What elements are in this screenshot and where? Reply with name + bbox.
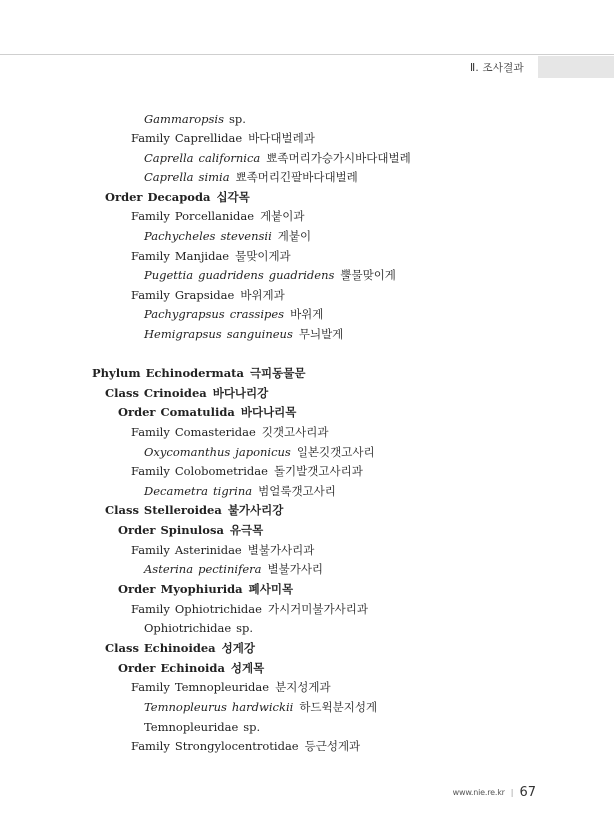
taxon-name: Decapoda	[147, 190, 211, 204]
taxon-name: Porcellanidae	[174, 209, 255, 223]
korean-name: 물맞이게과	[235, 249, 291, 263]
scientific-name-part: Hemigrapsus	[144, 327, 222, 341]
taxon-name: Echinoidea	[143, 641, 216, 655]
scientific-name-part: Temnopleurus	[144, 700, 227, 714]
taxon-family-line	[131, 739, 360, 753]
taxon-name: sp.	[243, 720, 261, 734]
korean-name: 바다나리강	[212, 386, 269, 400]
rank-label: Family	[131, 680, 170, 694]
rank-label: Phylum	[92, 366, 141, 380]
page-footer	[453, 780, 536, 800]
korean-name: 일본깃갯고사리	[296, 445, 375, 459]
taxon-name: Stelleroidea	[143, 503, 222, 517]
taxon-name: Temnopleuridae	[174, 680, 270, 694]
korean-name: 극피동물문	[249, 366, 306, 380]
taxon-name: Colobometridae	[174, 464, 268, 478]
rank-label: Family	[131, 543, 170, 557]
scientific-name-part: guadridens	[268, 268, 335, 282]
scientific-name-part: hardwickii	[231, 700, 294, 714]
korean-name: 불가사리강	[227, 503, 284, 517]
korean-name: 별불가사리	[267, 562, 324, 576]
rank-label: Family	[131, 739, 170, 753]
korean-name: 뾰족머리긴팔바다대벌레	[235, 170, 358, 184]
taxon-name: Echinoida	[160, 661, 225, 675]
scientific-name-part: Gammaropsis	[144, 112, 224, 126]
taxon-species-line	[144, 151, 411, 165]
scientific-name-part: sanguineus	[226, 327, 293, 341]
taxon-order-line	[118, 523, 263, 537]
taxon-species-line	[144, 700, 377, 714]
scientific-name-part: Decametra	[144, 484, 209, 498]
rank-label: Family	[131, 249, 170, 263]
taxon-phylum-line	[92, 366, 305, 380]
taxon-family-line	[131, 425, 328, 439]
taxon-species-line	[144, 307, 323, 321]
rank-label: Family	[131, 288, 170, 302]
korean-name: 유극목	[229, 523, 264, 537]
taxon-species-line	[144, 112, 246, 126]
taxon-species-line	[144, 484, 336, 498]
taxon-name: Myophiurida	[160, 582, 243, 596]
rank-label: Class	[105, 503, 139, 517]
korean-name: 바위게과	[240, 288, 285, 302]
taxon-species-line	[144, 562, 323, 576]
rank-label: Temnopleuridae	[144, 720, 239, 734]
korean-name: 무늬발게	[298, 327, 344, 341]
taxon-name: Ophiotrichidae	[174, 602, 262, 616]
rank-label: Class	[105, 386, 139, 400]
korean-name: 십각목	[216, 190, 250, 204]
korean-name: 하드윅분지성게	[299, 700, 378, 714]
rank-label: Family	[131, 602, 170, 616]
taxon-species-line	[144, 229, 311, 243]
scientific-name-part: simia	[198, 170, 230, 184]
taxon-family-line	[131, 464, 363, 478]
korean-name: 뿔물맞이게	[340, 268, 396, 282]
taxon-family-line	[131, 249, 291, 263]
scientific-name-part: Asterina	[144, 562, 194, 576]
taxon-name: Caprellidae	[174, 131, 243, 145]
taxon-name: Comatulida	[160, 405, 235, 419]
rank-label: Class	[105, 641, 139, 655]
scientific-name-part: guadridens	[198, 268, 264, 282]
taxon-qualifier: sp.	[228, 112, 246, 126]
taxon-family-line	[131, 288, 285, 302]
taxon-order-line	[118, 582, 293, 596]
taxon-name: Asterinidae	[174, 543, 242, 557]
taxon-name: Echinodermata	[145, 366, 244, 380]
taxon-class-line	[105, 641, 255, 655]
taxon-order-line	[118, 661, 264, 675]
section-title: Ⅱ. 조사결과	[470, 62, 524, 74]
rank-label: Order	[118, 523, 156, 537]
scientific-name-part: Caprella	[144, 170, 194, 184]
scientific-name-part: Pachycheles	[144, 229, 216, 243]
taxon-species-line	[144, 170, 358, 184]
header-rule	[0, 54, 614, 55]
taxon-plain-line	[144, 720, 260, 734]
korean-name: 뾰족머리가승가시바다대벌레	[266, 151, 411, 165]
korean-name: 성게목	[230, 661, 265, 675]
scientific-name-part: californica	[198, 151, 261, 165]
taxon-class-line	[105, 503, 283, 517]
scientific-name-part: stevensii	[220, 229, 272, 243]
taxon-name: sp.	[236, 621, 254, 635]
taxon-family-line	[131, 602, 368, 616]
rank-label: Family	[131, 131, 170, 145]
rank-label: Family	[131, 464, 170, 478]
korean-name: 별불가사리과	[247, 543, 315, 557]
footer-separator: |	[510, 788, 514, 797]
taxon-family-line	[131, 131, 315, 145]
taxon-name: Manjidae	[174, 249, 230, 263]
taxon-class-line	[105, 386, 268, 400]
scientific-name-part: crassipes	[229, 307, 285, 321]
korean-name: 범얼룩갯고사리	[258, 484, 336, 498]
taxon-family-line	[131, 209, 305, 223]
korean-name: 성게강	[221, 641, 255, 655]
scientific-name-part: Oxycomanthus	[144, 445, 231, 459]
rank-label: Order	[105, 190, 143, 204]
korean-name: 깃갯고사리과	[261, 425, 329, 439]
taxon-name: Strongylocentrotidae	[174, 739, 299, 753]
taxon-species-line	[144, 327, 343, 341]
taxon-name: Grapsidae	[174, 288, 235, 302]
korean-name: 가시거미불가사리과	[267, 602, 368, 616]
scientific-name-part: pectinifera	[198, 562, 262, 576]
taxon-species-line	[144, 445, 375, 459]
rank-label: Family	[131, 425, 170, 439]
korean-name: 바다나리목	[240, 405, 297, 419]
taxon-family-line	[131, 680, 331, 694]
taxon-name: Spinulosa	[160, 523, 224, 537]
korean-name: 돌기발갯고사리과	[273, 464, 363, 478]
scientific-name-part: Caprella	[144, 151, 194, 165]
rank-label: Ophiotrichidae	[144, 621, 232, 635]
taxon-species-line	[144, 268, 396, 282]
rank-label: Order	[118, 405, 156, 419]
korean-name: 게붙이과	[260, 209, 305, 223]
rank-label: Order	[118, 582, 156, 596]
korean-name: 등근성게과	[304, 739, 361, 753]
korean-name: 바위게	[290, 307, 324, 321]
korean-name: 분지성게과	[275, 680, 331, 694]
korean-name: 폐사미목	[248, 582, 294, 596]
taxon-name: Comasteridae	[174, 425, 256, 439]
rank-label: Family	[131, 209, 170, 223]
page-number: 67	[519, 785, 536, 800]
rank-label: Order	[118, 661, 156, 675]
scientific-name-part: Pugettia	[144, 268, 194, 282]
korean-name: 바다대벌레과	[248, 131, 315, 145]
taxon-order-line	[118, 405, 296, 419]
taxon-family-line	[131, 543, 314, 557]
header-tab-block	[538, 56, 614, 78]
korean-name: 게붙이	[277, 229, 312, 243]
scientific-name-part: japonicus	[235, 445, 291, 459]
taxon-plain-line	[144, 621, 253, 635]
taxon-order-line	[105, 190, 250, 204]
scientific-name-part: tigrina	[213, 484, 253, 498]
website-url: www.nie.re.kr	[452, 788, 505, 797]
scientific-name-part: Pachygrapsus	[144, 307, 225, 321]
taxon-name: Crinoidea	[143, 386, 207, 400]
